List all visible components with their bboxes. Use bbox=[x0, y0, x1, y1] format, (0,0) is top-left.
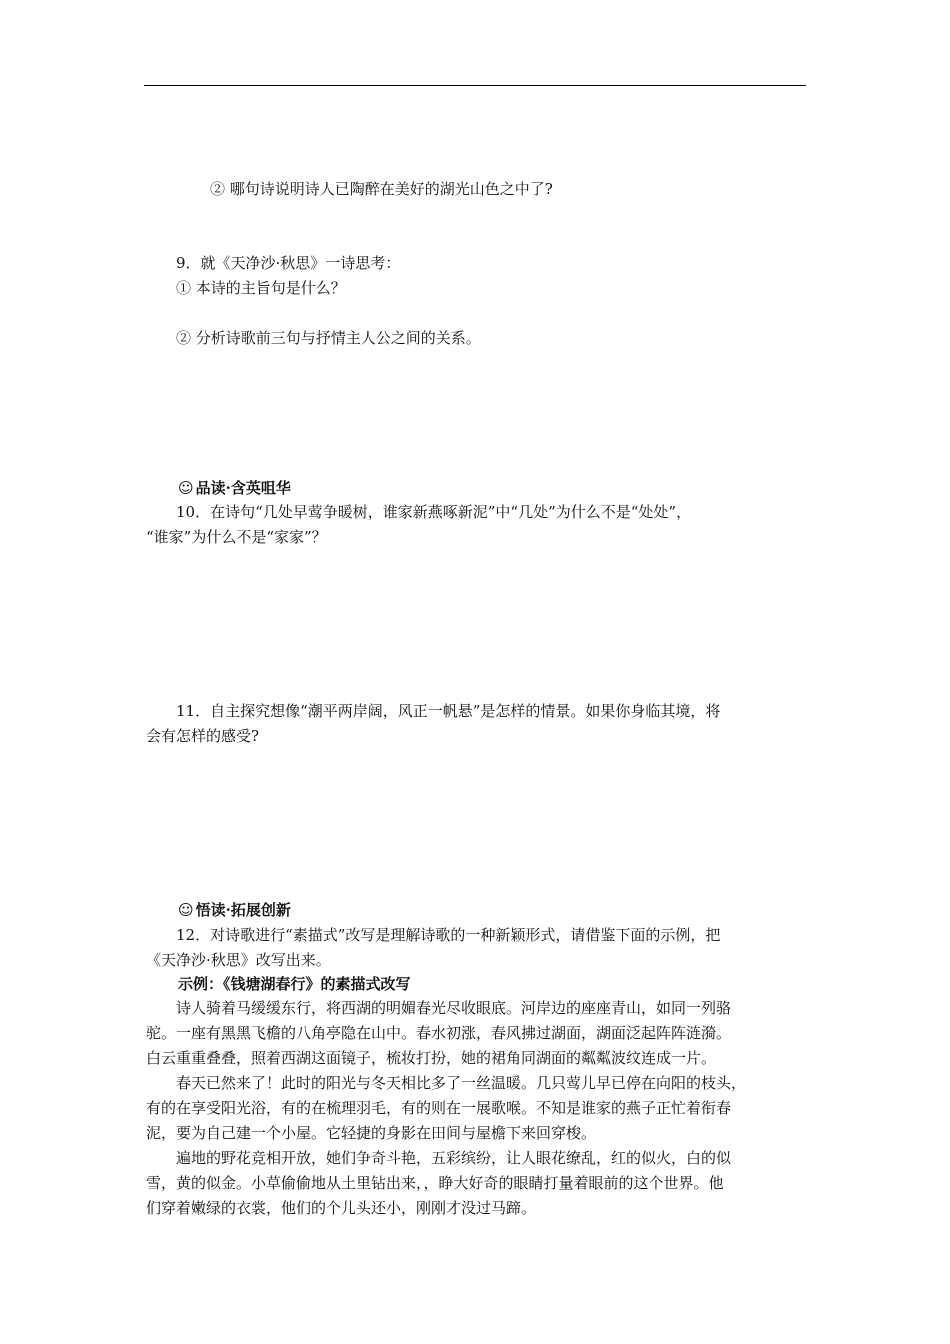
q8-part2: ② 哪句诗说明诗人已陶醉在美好的湖光山色之中了? bbox=[210, 180, 553, 198]
q10-line2: “谁家”为什么不是“家家”？ bbox=[146, 528, 327, 546]
section-title: 悟读·拓展创新 bbox=[195, 901, 291, 919]
example-line: 驼。一座有黑黑飞檐的八角亭隐在山中。春水初涨，春风拂过湖面，湖面泛起阵阵涟漪。 bbox=[146, 1024, 732, 1042]
q9-part1: ① 本诗的主旨句是什么？ bbox=[176, 279, 346, 297]
q11-line2: 会有怎样的感受? bbox=[146, 727, 260, 745]
example-line: 雪，黄的似金。小草偷偷地从土里钻出来，，睁大好奇的眼睛打量着眼前的这个世界。他 bbox=[146, 1174, 724, 1192]
example-line: 白云重重叠叠，照着西湖这面镜子，梳妆打扮，她的裙角同湖面的粼粼波纹连成一片。 bbox=[146, 1049, 717, 1067]
q12-line1: 12．对诗歌进行“素描式”改写是理解诗歌的一种新颖形式，请借鉴下面的示例，把 bbox=[176, 926, 721, 944]
smiley-icon: ☺ bbox=[178, 901, 194, 919]
section-heading-wudu bbox=[178, 900, 291, 920]
smiley-icon: ☺ bbox=[178, 479, 194, 497]
q9-part2: ② 分析诗歌前三句与抒情主人公之间的关系。 bbox=[176, 329, 481, 347]
q12-line2: 《天净沙·秋思》改写出来。 bbox=[146, 951, 331, 969]
example-line: 诗人骑着马缓缓东行，将西湖的明媚春光尽收眼底。河岸边的座座青山，如同一列骆 bbox=[176, 999, 732, 1017]
example-line: 有的在享受阳光浴，有的在梳理羽毛，有的则在一展歌喉。不知是谁家的燕子正忙着衔春 bbox=[146, 1099, 732, 1117]
q11-line1: 11．自主探究想像“潮平两岸阔，风正一帆悬”是怎样的情景。如果你身临其境，将 bbox=[176, 702, 721, 720]
section-heading-pindu bbox=[178, 478, 291, 498]
q10-line1: 10．在诗句“几处早莺争暖树，谁家新燕啄新泥”中“几处”为什么不是“处处”， bbox=[176, 503, 692, 521]
header-rule bbox=[144, 85, 806, 86]
example-line: 泥，要为自己建一个小屋。它轻捷的身影在田间与屋檐下来回穿梭。 bbox=[146, 1124, 597, 1142]
example-title: 示例：《钱塘湖春行》的素描式改写 bbox=[178, 975, 411, 993]
section-title: 品读·含英咀华 bbox=[195, 479, 291, 497]
example-line: 春天已然来了！此时的阳光与冬天相比多了一丝温暖。几只莺儿早已停在向阳的枝头， bbox=[176, 1074, 747, 1092]
example-line: 遍地的野花竞相开放，她们争奇斗艳，五彩缤纷，让人眼花缭乱，红的似火，白的似 bbox=[176, 1149, 732, 1167]
example-line: 们穿着嫩绿的衣裳，他们的个儿头还小，刚刚才没过马蹄。 bbox=[146, 1199, 537, 1217]
q9-stem: 9．就《天净沙·秋思》一诗思考： bbox=[176, 254, 401, 272]
